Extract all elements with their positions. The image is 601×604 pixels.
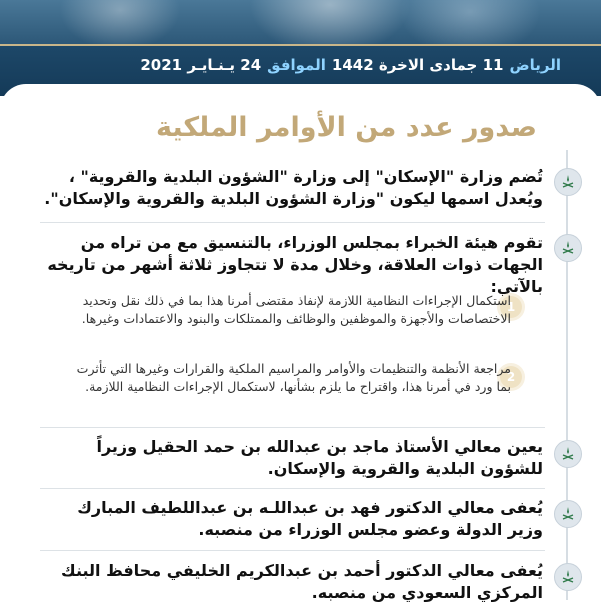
royal-order-item: تُضم وزارة "الإسكان" إلى وزارة "الشؤون البلدية والقروية" ، ويُعدل اسمها ليكون "وزارة الشؤون البلدية والقروية والإسكان". xyxy=(44,167,543,208)
item-divider xyxy=(40,550,545,551)
step-number-badge: 2 xyxy=(500,366,522,388)
saudi-emblem-icon xyxy=(554,234,582,262)
item-divider xyxy=(40,427,545,428)
sub-item: استكمال الإجراءات النظامية اللازمة لإنفاذ مقتضى أمرنا هذا بما في ذلك نقل وتحديد الاختصاصات والأجهزة والموظفين والوظائف والممتلكات والبنود والاعتمادات وغيرها. xyxy=(81,293,511,326)
royal-order-item: تقوم هيئة الخبراء بمجلس الوزراء، بالتنسيق مع من تراه من الجهات ذوات العلاقة، وخلال مدة لا تتجاوز ثلاثة أشهر من تاريخه بالآتي: xyxy=(47,233,543,296)
date-gregorian: 24 يـنـايـر 2021 xyxy=(140,56,262,74)
header-photo xyxy=(0,0,601,44)
item-divider xyxy=(40,222,545,223)
date-hijri: 11 جمادى الاخرة 1442 xyxy=(331,56,504,74)
timeline-line xyxy=(566,150,568,600)
sub-item: مراجعة الأنظمة والتنظيمات والأوامر والمراسيم الملكية والقرارات وغيرها التي تأثرت بما ورد في أمرنا هذا، واقتراح ما يلزم بشأنها، لاستكمال الإجراءات النظامية اللازمة. xyxy=(76,361,511,394)
date-bar xyxy=(0,46,601,84)
step-number-badge: 1 xyxy=(500,296,522,318)
saudi-emblem-icon xyxy=(554,440,582,468)
date-equivalent: الموافق xyxy=(267,56,326,74)
saudi-emblem-icon xyxy=(554,563,582,591)
saudi-emblem-icon xyxy=(554,500,582,528)
item-divider xyxy=(40,488,545,489)
royal-order-item: يُعفى معالي الدكتور أحمد بن عبدالكريم الخليفي محافظ البنك المركزي السعودي من منصبه. xyxy=(61,561,543,602)
royal-order-item: يعين معالي الأستاذ ماجد بن عبدالله بن حمد الحقيل وزيراً للشؤون البلدية والقروية والإسكان. xyxy=(96,437,543,478)
page-title: صدور عدد من الأوامر الملكية xyxy=(155,112,537,143)
saudi-emblem-icon xyxy=(554,168,582,196)
top-banner xyxy=(0,0,601,96)
date-city: الرياض xyxy=(509,56,561,74)
royal-order-item: يُعفى معالي الدكتور فهد بن عبداللـه بن عبداللطيف المبارك وزير الدولة وعضو مجلس الوزراء من منصبه. xyxy=(77,498,543,539)
